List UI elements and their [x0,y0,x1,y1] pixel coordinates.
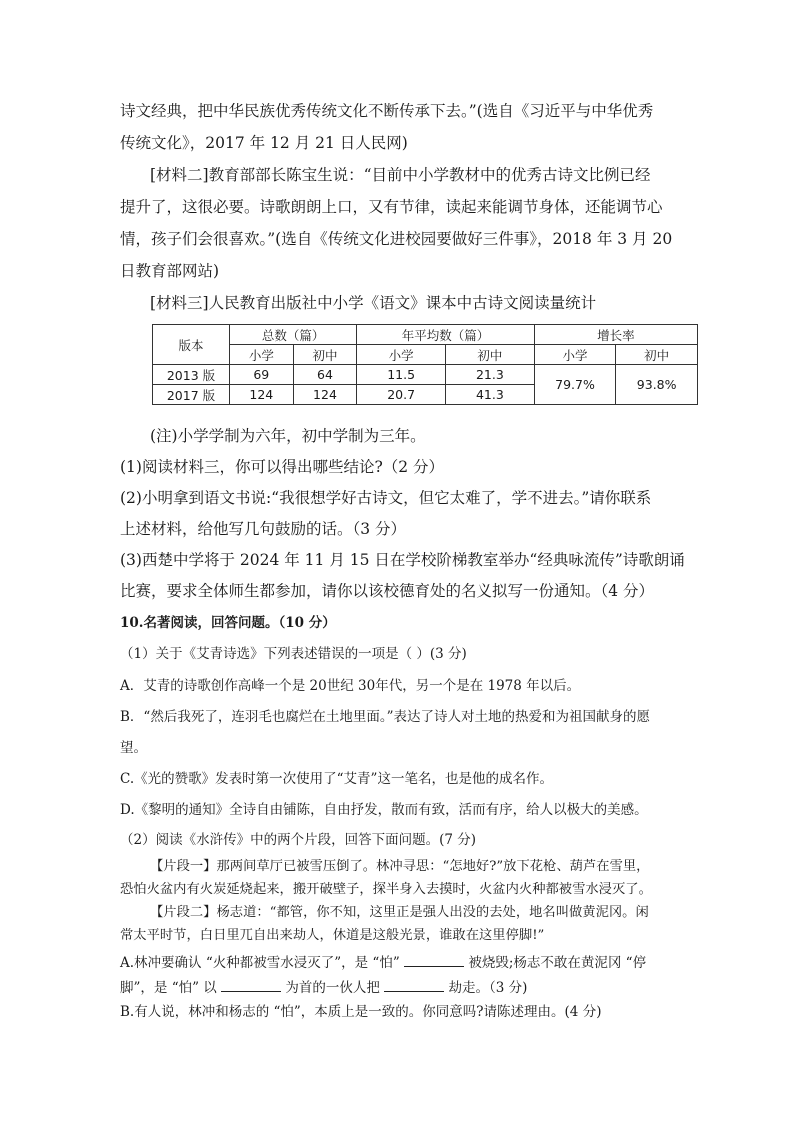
option-c: C.《光的赞歌》发表时第一次使用了“艾青”这一笔名，也是他的成名作。 [120,771,553,787]
option-b: 望。 [120,740,147,756]
question-a: A.林冲要确认 “火种都被雪水浸灭了”，是 “怕” 被烧毁;杨志不敢在黄泥冈 “停 [120,952,646,973]
avg-primary: 20.7 [357,385,446,405]
option-a: A．艾青的诗歌创作高峰一个是 20世纪 30年代，另一个是在 1978 年以后。 [120,678,581,694]
row-version: 2017 版 [153,385,230,405]
row-version: 2013 版 [153,365,230,385]
reading-statistics-table [152,324,698,405]
material-two-line: [材料二]教育部部长陈宝生说：“目前中小学教材中的优秀古诗文比例已经 [150,166,651,184]
total-junior: 124 [293,385,357,405]
growth-junior: 93.8% [616,365,698,405]
avg-primary: 11.5 [357,365,446,385]
total-junior: 64 [293,365,357,385]
total-primary: 124 [230,385,294,405]
question-10-part-1: （1）关于《艾青诗选》下列表述错误的一项是（ ）(3 分) [120,646,467,662]
text-line: 诗文经典，把中华民族优秀传统文化不断传承下去。”(选自《习近平与中华优秀 [120,102,654,120]
question-10-heading: 10.名著阅读，回答问题。（10 分） [120,615,336,631]
question-10-part-2: （2）阅读《水浒传》中的两个片段，回答下面问题。(7 分) [120,832,477,848]
subheader-primary: 小学 [357,345,446,365]
subheader-junior: 初中 [446,345,535,365]
text-line: 传统文化》，2017 年 12 月 21 日人民网) [120,134,408,152]
question-3: (3)西楚中学将于 2024 年 11 月 15 日在学校阶梯教室举办“经典咏流传”诗歌朗诵 [120,551,685,569]
subheader-junior: 初中 [616,345,698,365]
total-primary: 69 [230,365,294,385]
header-total: 总数（篇） [230,325,357,345]
header-version: 版本 [153,325,230,365]
table-row [153,365,698,385]
excerpt-one: 【片段一】那两间草厅已被雪压倒了。林冲寻思：“怎地好?”放下花枪、葫芦在雪里， [150,859,650,874]
excerpt-one: 恐怕火盆内有火炭延烧起来，搬开破壁子，探半身入去摸时，火盆内火种都被雪水浸灭了。 [120,882,652,897]
question-2: (2)小明拿到语文书说:“我很想学好古诗文，但它太难了，学不进去。”请你联系 [120,489,652,507]
excerpt-two: 常太平时节，白日里兀自出来劫人，休道是这般光景，谁敢在这里停脚!” [120,928,545,943]
header-growth-rate: 增长率 [534,325,697,345]
material-two-line: 日教育部网站) [120,262,220,280]
question-2: 上述材料，给他写几句鼓励的话。（3 分） [120,520,407,538]
material-two-line: 提升了，这很必要。诗歌朗朗上口，又有节律，读起来能调节身体，还能调节心 [120,198,663,216]
subheader-junior: 初中 [293,345,357,365]
subheader-primary: 小学 [230,345,294,365]
answer-blank[interactable] [404,952,464,967]
option-d: D.《黎明的通知》全诗自由铺陈，自由抒发，散而有致，活而有序，给人以极大的美感。 [120,802,648,818]
header-annual-average: 年平均数（篇） [357,325,534,345]
excerpt-two: 【片段二】杨志道：“都管，你不知，这里正是强人出没的去处，地名叫做黄泥冈。闲 [150,905,649,920]
material-two-line: 情，孩子们会很喜欢。”(选自《传统文化进校园要做好三件事》，2018 年 3 月 20 [120,230,673,248]
avg-junior: 41.3 [446,385,535,405]
question-b: B.有人说，林冲和杨志的 “怕”，本质上是一致的。你同意吗?请陈述理由。(4 分) [120,1004,602,1020]
avg-junior: 21.3 [446,365,535,385]
material-three-title: [材料三]人民教育出版社中小学《语文》课本中古诗文阅读量统计 [150,294,597,312]
question-1: (1)阅读材料三，你可以得出哪些结论?（2 分） [120,458,445,476]
subheader-primary: 小学 [534,345,616,365]
question-a: 脚”，是 “怕” 以 为首的一伙人把 劫走。（3 分) [120,977,527,998]
answer-blank[interactable] [221,977,281,992]
option-b: B．“然后我死了，连羽毛也腐烂在土地里面。”表达了诗人对土地的热爱和为祖国献身的愿 [120,709,650,725]
table-note: (注)小学学制为六年，初中学制为三年。 [150,427,426,445]
answer-blank[interactable] [384,977,444,992]
growth-primary: 79.7% [534,365,616,405]
question-3: 比赛，要求全体师生都参加，请你以该校德育处的名义拟写一份通知。（4 分） [120,582,655,600]
